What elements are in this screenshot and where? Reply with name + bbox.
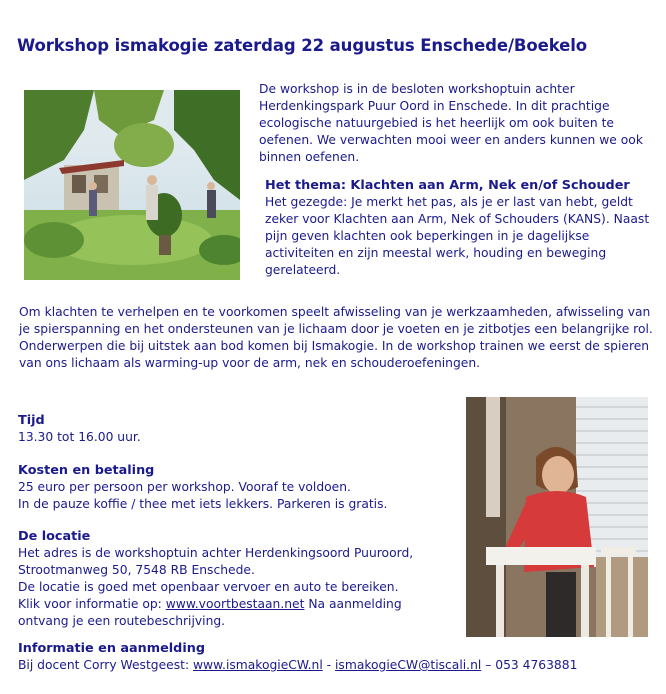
location-link-after: Na aanmelding <box>304 597 402 611</box>
page-title: Workshop ismakogie zaterdag 22 augustus Enschede/Boekelo <box>17 36 588 55</box>
theme-section <box>265 177 660 279</box>
garden-photo <box>24 90 240 280</box>
location-line-2: Strootmanweg 50, 7548 RB Enschede. <box>18 563 255 577</box>
theme-text: Het gezegde: Je merkt het pas, als je er last van hebt, geldt zeker voor Klachten aan Arm, Nek of Schouders (KANS). Naast pijn geven klachten ook beperkingen in je dagelijkse activiteiten en zijn meestal werk, houding en beweging gerelateerd. <box>265 195 650 277</box>
info-heading: Informatie en aanmelding <box>18 641 205 656</box>
info-line <box>18 657 577 674</box>
website-link[interactable]: www.ismakogieCW.nl <box>193 658 323 672</box>
time-section <box>18 412 141 446</box>
voortbestaan-link[interactable]: www.voortbestaan.net <box>165 597 305 611</box>
costs-section <box>18 462 387 513</box>
location-line-1: Het adres is de workshoptuin achter Herdenkingsoord Puuroord, <box>18 546 414 560</box>
costs-line-2: In de pauze koffie / thee met iets lekkers. Parkeren is gratis. <box>18 497 388 511</box>
main-paragraph: Om klachten te verhelpen en te voorkomen speelt afwisseling van je werkzaamheden, afwisseling van je spierspanning en het ondersteunen van je lichaam door je voeten en je zitbotjes een belangrijke rol. Onderwerpen die bij uitstek aan bod komen bij Ismakogie. In de workshop trainen we eerst de spieren van ons lichaam als warming-up voor de arm, nek en schouderoefeningen. <box>19 305 653 370</box>
location-link-intro: Klik voor informatie op: <box>18 597 166 611</box>
woman-at-table-photo <box>466 397 648 637</box>
location-line-3: De locatie is goed met openbaar vervoer en auto te bereiken. <box>18 580 399 594</box>
costs-heading: Kosten en betaling <box>18 463 155 478</box>
costs-line-1: 25 euro per persoon per workshop. Vooraf te voldoen. <box>18 480 351 494</box>
email-link[interactable]: ismakogieCW@tiscali.nl <box>335 658 482 672</box>
location-line-5: ontvang je een routebeschrijving. <box>18 614 226 628</box>
time-text: 13.30 tot 16.00 uur. <box>18 430 141 444</box>
time-heading: Tijd <box>18 413 45 428</box>
info-separator: - <box>322 658 336 672</box>
info-teacher: Bij docent Corry Westgeest: <box>18 658 193 672</box>
intro-text: De workshop is in de besloten workshoptuin achter Herdenkingspark Puur Oord in Enschede. In dit prachtige ecologische natuurgebied is het heerlijk om ook buiten te oefenen. We verwachten mooi weer en anders kunnen we ook binnen oefenen. <box>259 82 643 164</box>
location-line-4 <box>18 596 413 613</box>
location-section <box>18 528 413 630</box>
phone-number: – 053 4763881 <box>481 658 578 672</box>
location-heading: De locatie <box>18 529 91 544</box>
theme-heading: Het thema: Klachten aan Arm, Nek en/of Schouder <box>265 178 630 193</box>
info-section <box>18 640 577 674</box>
